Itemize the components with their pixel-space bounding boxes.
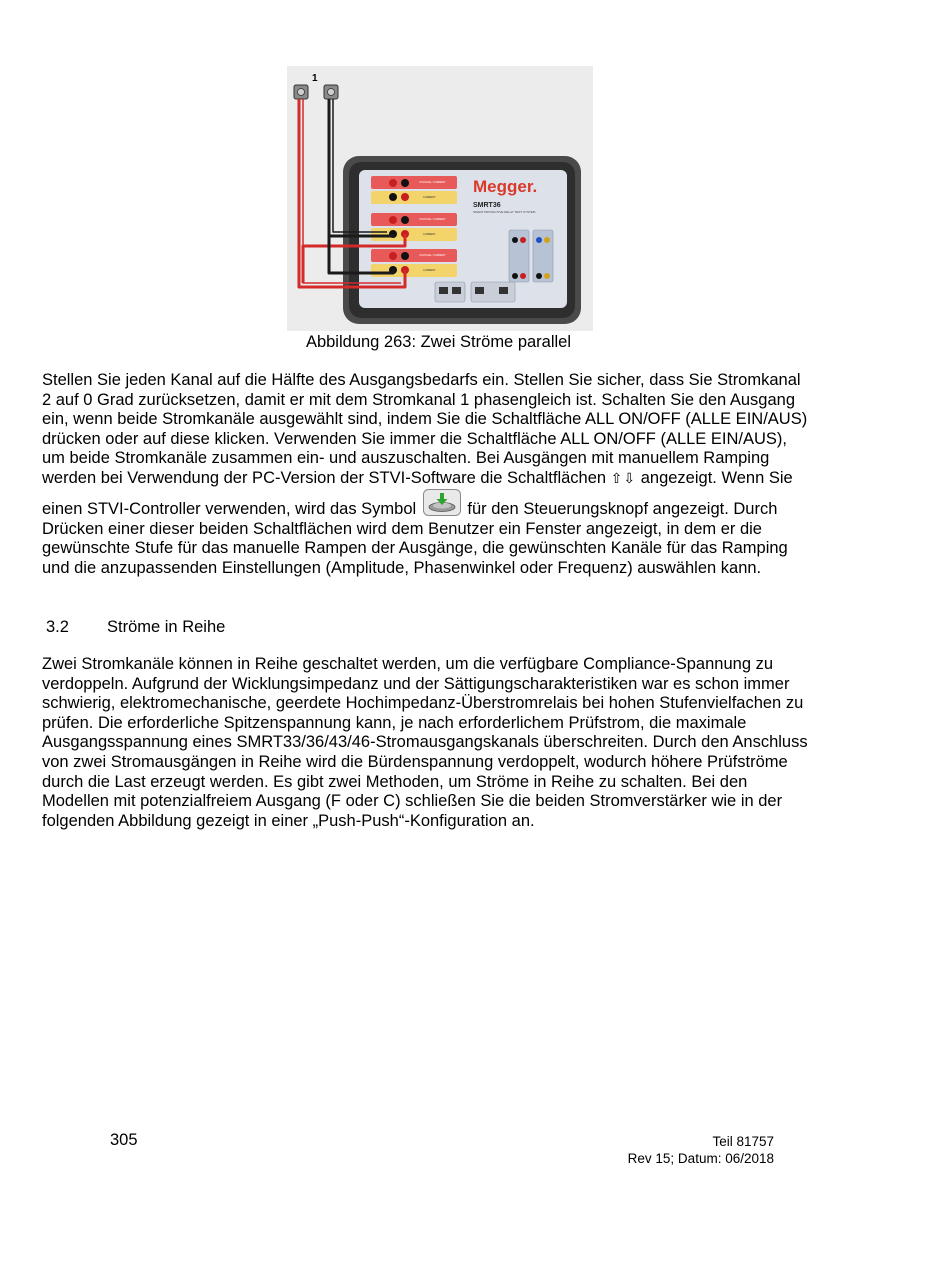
figure-smrt36-parallel-currents: [287, 66, 593, 331]
text-line: Ausgangsspannung eines SMRT33/36/43/46-Stromausgangskanals überschreiten. Durch den Anschluss: [42, 733, 808, 752]
terminal-marker: 1: [312, 73, 318, 84]
text-segment: angezeigt. Wenn Sie: [640, 468, 793, 487]
module-1-label-bottom: CURRENT: [423, 196, 436, 199]
figure-caption: Abbildung 263: Zwei Ströme parallel: [305, 333, 572, 351]
model-label: SMRT36: [473, 202, 501, 209]
text-segment: werden bei Verwendung der PC-Version der STVI-Software die Schaltflächen: [42, 468, 607, 487]
module-1-label-top: VOLTAGE / CURRENT: [419, 181, 446, 184]
section-number: 3.2: [46, 618, 69, 636]
page-number: 305: [110, 1131, 138, 1149]
text-line: um beide Stromkanäle zusammen ein- und auszuschalten. Bei Ausgängen mit manuellem Ramping: [42, 449, 770, 468]
text-line: [42, 469, 842, 489]
text-line: schwierig, elektromechanische, geerdete Hochimpedanz-Überstromrelais bei hohen Stufenvielfachen zu: [42, 694, 804, 713]
text-line: verdoppeln. Aufgrund der Wicklungsimpedanz und der Sättigungscharakteristiken war es schon immer: [42, 674, 790, 693]
text-line: Stellen Sie jeden Kanal auf die Hälfte des Ausgangsbedarfs ein. Stellen Sie sicher, dass Sie Stromkanal: [42, 371, 801, 389]
text-segment: für den Steuerungsknopf angezeigt. Durch: [467, 499, 778, 518]
communication-ports: [435, 282, 515, 302]
text-line: folgenden Abbildung gezeigt in einer „Push-Push“-Konfiguration an.: [42, 811, 535, 830]
text-line: und die anzupassenden Einstellungen (Amplitude, Phasenwinkel oder Frequenz) auswählen kann.: [42, 558, 762, 577]
revision-date: Rev 15; Datum: 06/2018: [627, 1151, 774, 1166]
paragraph-series-currents: [42, 655, 842, 831]
text-line: 2 auf 0 Grad zurücksetzen, damit er mit dem Stromkanal 1 phasengleich ist. Schalten Sie den Ausgang: [42, 390, 795, 409]
part-number: Teil 81757: [712, 1134, 774, 1149]
section-heading: [46, 617, 225, 637]
up-down-arrow-icons: ⇧⇩: [610, 469, 637, 486]
text-line: Modellen mit potenzialfreiem Ausgang (F oder C) schließen Sie die beiden Stromverstärker wie in der: [42, 792, 783, 811]
smrt36-wiring-diagram: [287, 66, 593, 331]
text-line: Drücken einer dieser beiden Schaltflächen wird dem Benutzer ein Fenster angezeigt, in dem er die: [42, 519, 762, 538]
text-line: ein, wenn beide Stromkanäle ausgewählt sind, indem Sie die Schaltfläche ALL ON/OFF (ALLE EIN/AUS): [42, 410, 808, 429]
document-reference: [600, 1133, 774, 1167]
text-line: drücken oder auf diese klicken. Verwenden Sie immer die Schaltfläche ALL ON/OFF (ALLE EIN/AUS),: [42, 429, 787, 448]
text-segment: einen STVI-Controller verwenden, wird das Symbol: [42, 499, 417, 518]
module-2-label-bottom: CURRENT: [423, 233, 436, 236]
text-line: von zwei Stromausgängen in Reihe wird die Bürdenspannung verdoppelt, wodurch höhere Prüfströme: [42, 752, 788, 771]
text-line: Zwei Stromkanäle können in Reihe geschaltet werden, um die verfügbare Compliance-Spannung zu: [42, 655, 774, 673]
module-2-label-top: VOLTAGE / CURRENT: [419, 218, 446, 221]
text-line: prüfen. Die erforderliche Spitzenspannung kann, je nach erforderlichem Prüfstrom, die maximale: [42, 713, 747, 732]
text-line: durch die Last erzeugt werden. Es gibt zwei Methoden, um Ströme in Reihe zu schalten. Bei den: [42, 772, 748, 791]
paragraph-parallel-currents: [42, 371, 842, 578]
megger-logo: Megger.: [473, 177, 538, 196]
module-3-label-bottom: CURRENT: [423, 269, 436, 272]
control-knob-icon: [423, 489, 461, 516]
section-title: Ströme in Reihe: [107, 618, 226, 636]
text-line: gewünschte Stufe für das manuelle Rampen der Ausgänge, die gewünschten Kanäle für das Ramping: [42, 539, 788, 558]
text-line: [42, 489, 842, 520]
model-subtitle: SMART PROTECTIVE RELAY TEST SYSTEM: [473, 210, 536, 214]
module-3-label-top: VOLTAGE / CURRENT: [419, 254, 446, 257]
